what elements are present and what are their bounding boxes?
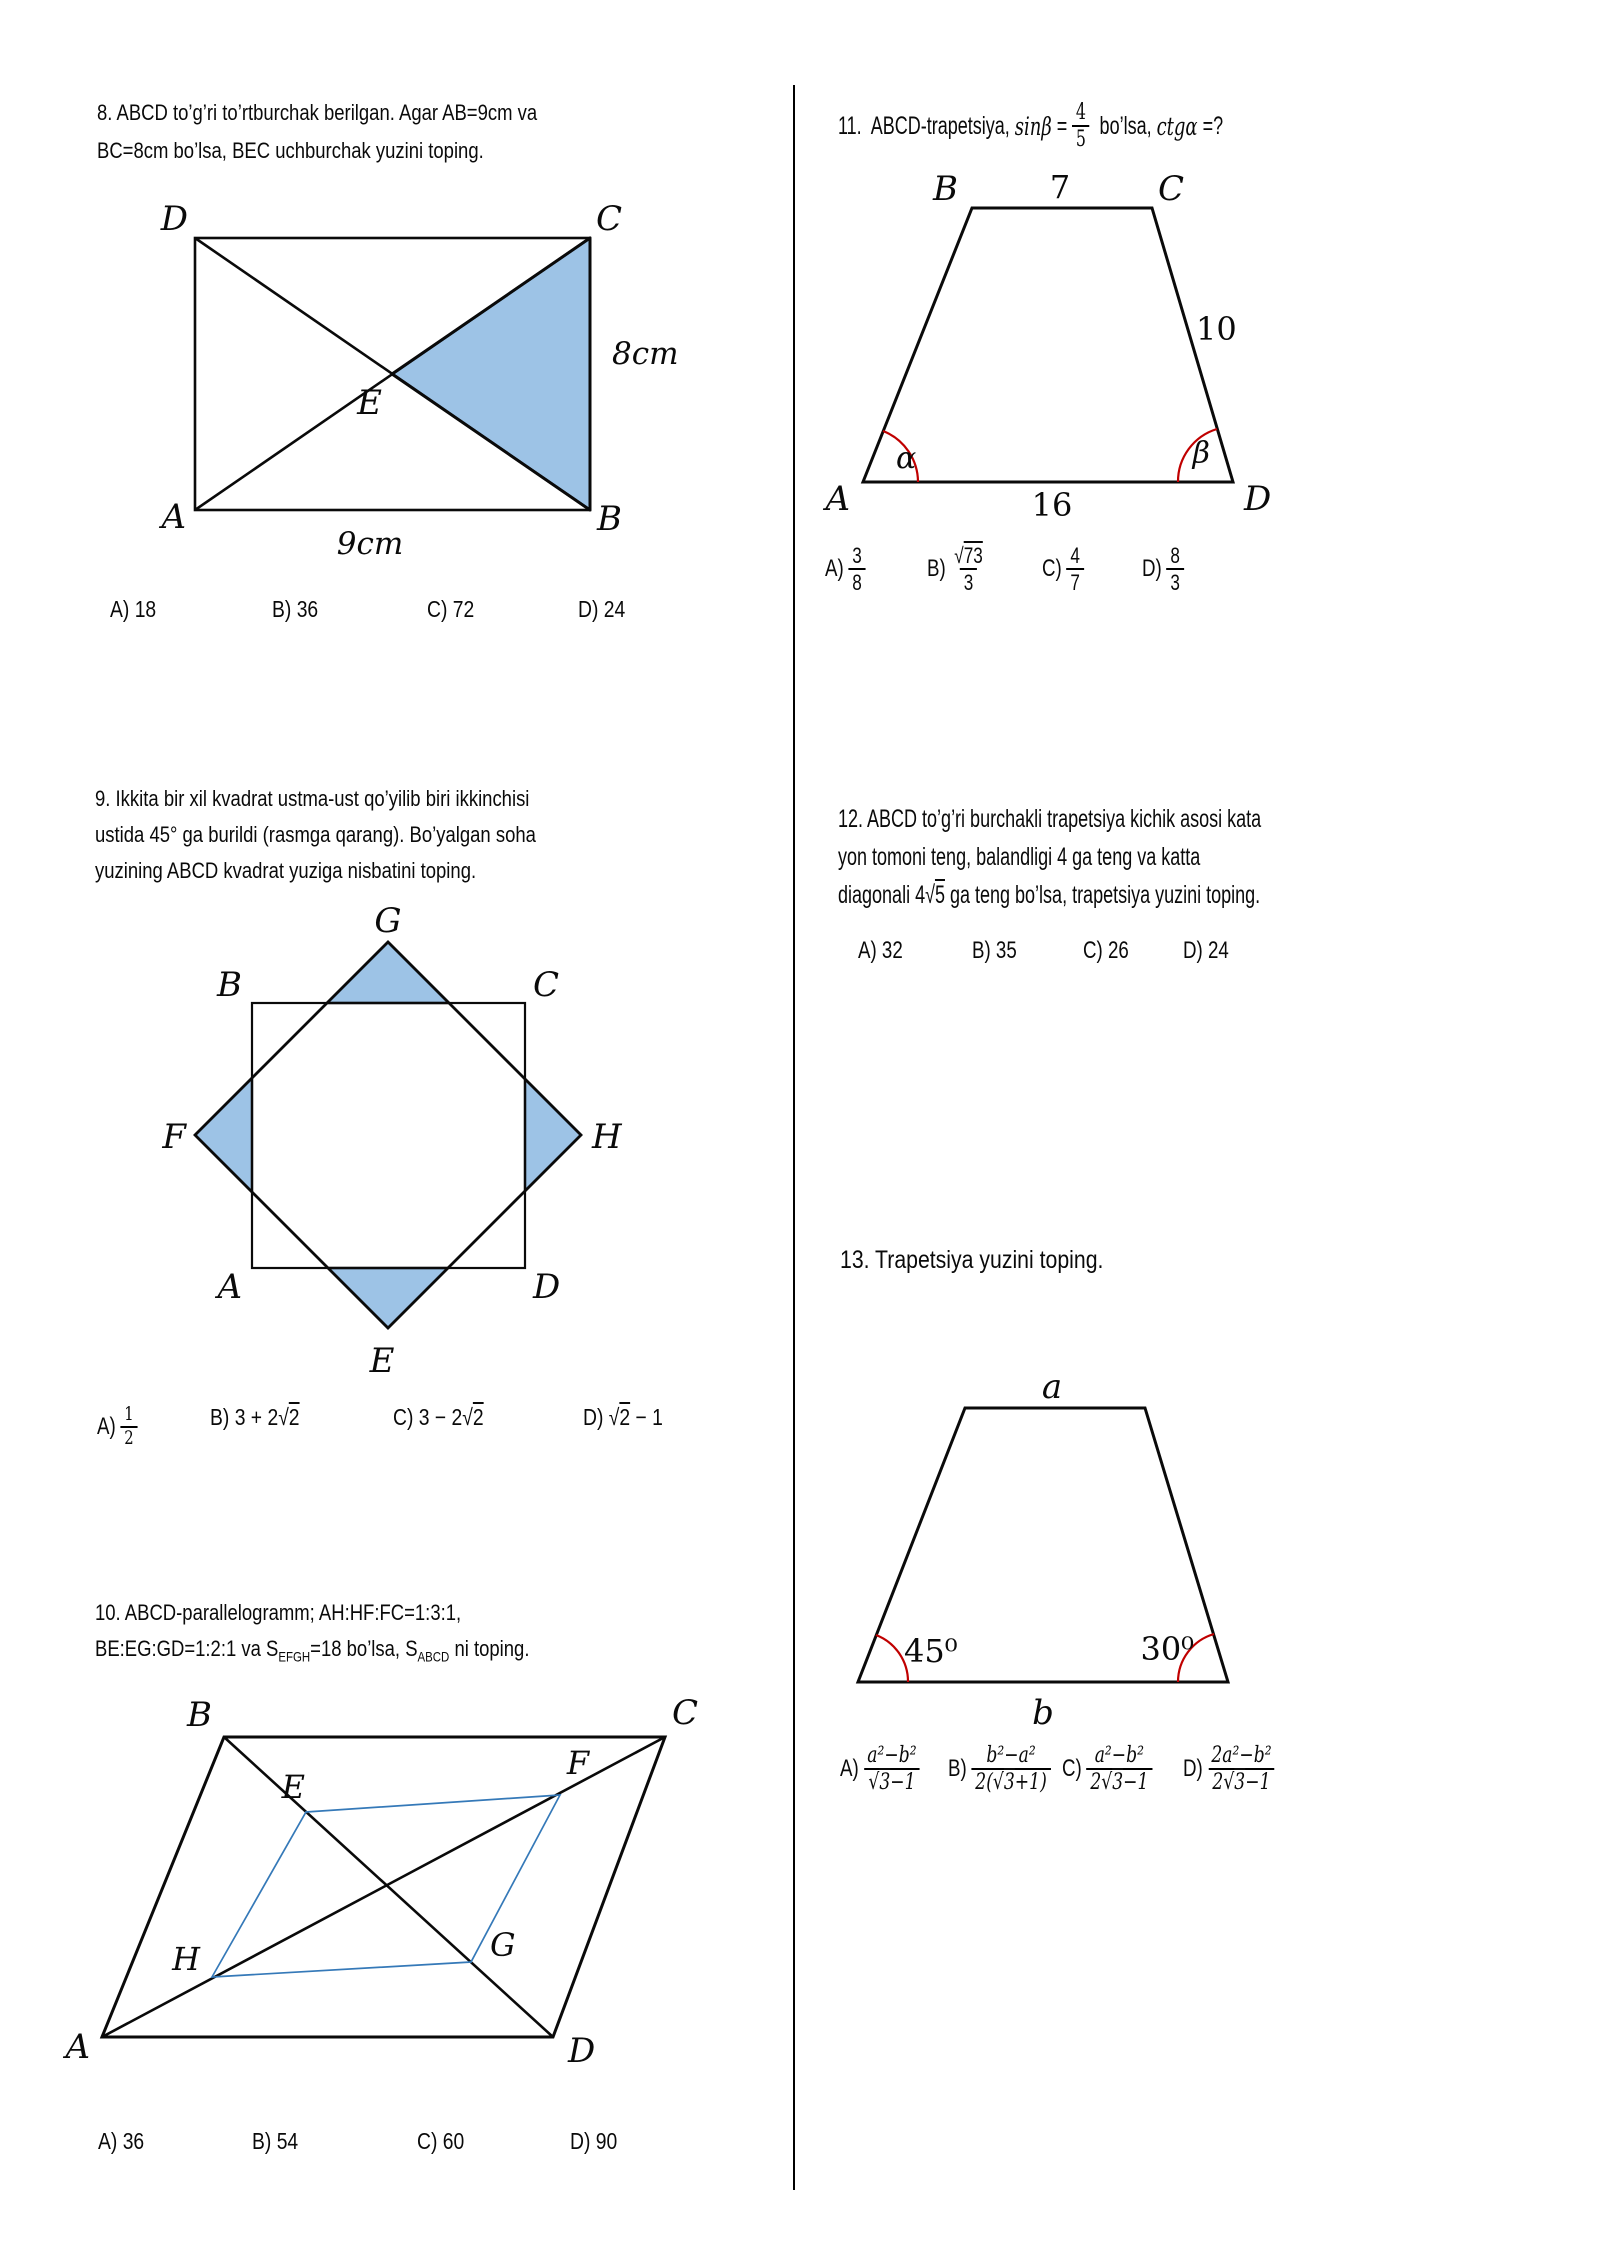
p9-label-D: D — [533, 1267, 561, 1307]
p9-square-ABCD — [252, 1003, 525, 1268]
p9-label-E: E — [369, 1341, 395, 1381]
p9-text-line3: yuzining ABCD kvadrat yuziga nisbatini toping. — [95, 858, 477, 883]
p10-answer-b: B) 54 — [252, 2128, 299, 2154]
p10-label-C: C — [672, 1693, 699, 1733]
p8-answer-d: D) 24 — [578, 596, 626, 622]
p8-dim-8cm: 8cm — [612, 336, 679, 372]
p13-answer-b: B) $\frac{\text{b²−a²}}{2(√3+1)}$ — [948, 1731, 1051, 1807]
p11-label-C: C — [1158, 169, 1185, 209]
p11-dim-right: 10 — [1196, 310, 1237, 348]
p12-text-line2: yon tomoni teng, balandligi 4 ga teng va katta — [838, 843, 1201, 871]
p9-shaded-bottom — [328, 1268, 448, 1328]
p11-label-B: B — [933, 169, 958, 209]
p8-label-A: A — [161, 497, 186, 537]
p13-answer-a: A) $\frac{\text{a²−b²}}{√3-1}$ — [840, 1731, 921, 1807]
p8-label-D: D — [160, 199, 188, 239]
p10-diagonal-AC — [102, 1737, 665, 2037]
p10-text-line2: BE:EG:GD=1:2:1 va $S_{EFGH}=18$ bo’lsa, $S_{ABCD}$ ni toping. — [95, 1636, 530, 1665]
p9-answer-a — [97, 1392, 138, 1462]
p10-label-E: E — [281, 1768, 305, 1806]
p13-answer-d: D) $\frac{\text{2a²−b²}}{2√3-1}$ — [1183, 1731, 1276, 1807]
p9-label-H: H — [592, 1117, 622, 1157]
p11-label-D: D — [1244, 479, 1272, 519]
p13-answer-c: C) $\frac{\text{a²−b²}}{2√3-1}$ — [1062, 1731, 1152, 1807]
p9-answer-a-label: A) — [97, 1413, 116, 1440]
p13-figure — [820, 1310, 1300, 1740]
p8-dim-9cm: 9cm — [336, 526, 404, 562]
p12-text-line1: 12. ABCD to’g’ri burchakli trapetsiya kichik asosi kata — [838, 805, 1262, 833]
p11-title-fraction: $\frac{4}{5}$ — [1072, 100, 1089, 153]
p9-label-A: A — [217, 1267, 242, 1307]
p9-text-line1: 9. Ikkita bir xil kvadrat ustma-ust qo’yilib biri ikkinchisi — [95, 786, 530, 811]
p11-dim-top: 7 — [1049, 168, 1071, 206]
p13-angle-30: 30⁰ — [1140, 1630, 1194, 1668]
p8-answer-c: C) 72 — [427, 596, 475, 622]
p13-label-a: a — [1041, 1367, 1063, 1407]
p8-answer-a: A) 18 — [110, 596, 157, 622]
p11-title-ctg-alpha: ctgα — [1156, 111, 1198, 141]
p10-answer-d: D) 90 — [570, 2128, 618, 2154]
p9-answer-b: B) 3 + 2√2 — [210, 1404, 300, 1430]
p10-figure — [30, 1695, 710, 2085]
p8-text-line1: 8. ABCD to’g’ri to’rtburchak berilgan. Agar AB=9cm va — [97, 100, 538, 125]
p9-figure — [100, 901, 660, 1385]
p9-shaded-left — [195, 1078, 252, 1192]
p9-answer-c: C) 3 − 2√2 — [393, 1404, 484, 1430]
p11-answer-d: D) $\frac{8}{3}$ — [1142, 532, 1184, 606]
p11-answer-c: C) $\frac{4}{7}$ — [1042, 532, 1084, 606]
p10-label-D: D — [568, 2031, 596, 2071]
p9-shaded-right — [525, 1079, 581, 1191]
p9-label-G: G — [374, 901, 402, 941]
p9-shaded-top — [327, 942, 449, 1003]
p10-label-H: H — [172, 1940, 200, 1978]
p9-text-line2: ustida 45° ga burildi (rasmga qarang). Bo’yalgan soha — [95, 822, 536, 847]
column-divider — [793, 85, 795, 2190]
p12-answer-a: A) 32 — [858, 937, 903, 964]
p10-label-G: G — [490, 1926, 516, 1964]
p10-answer-a: A) 36 — [98, 2128, 145, 2154]
p8-shaded-triangle-BEC — [392, 238, 590, 510]
p10-label-B: B — [187, 1695, 212, 1735]
p10-diagonal-BD — [224, 1737, 553, 2037]
p8-label-C: C — [596, 199, 623, 239]
p9-label-F: F — [162, 1117, 186, 1157]
p9-answer-a-fraction: $\frac{1}{2}$ — [120, 1404, 137, 1450]
p11-answer-a: A) $\frac{3}{8}$ — [825, 532, 866, 606]
p10-label-A: A — [65, 2027, 90, 2067]
p8-figure — [60, 175, 680, 575]
p11-trapezoid — [863, 208, 1233, 482]
p11-answer-b: B) $\frac{√73}{3}$ — [927, 542, 983, 595]
p13-label-b: b — [1032, 1693, 1054, 1733]
p13-title: 13. Trapetsiya yuzini toping. — [840, 1246, 1104, 1274]
p11-label-beta: β — [1192, 436, 1210, 471]
p12-answer-d: D) 24 — [1183, 937, 1229, 964]
p11-figure — [820, 165, 1300, 535]
p11-title-text1: 11. ABCD-trapetsiya, — [838, 111, 1015, 140]
p11-label-A: A — [825, 479, 850, 519]
p11-title: 11. ABCD-trapetsiya, sinβ = $\frac{4}{5}$ bo’lsa, ctgα =? — [838, 99, 1224, 152]
p9-answer-d: D) √2 − 1 — [583, 1404, 663, 1430]
p11-label-alpha: α — [896, 441, 917, 476]
p8-label-B: B — [597, 499, 622, 539]
p9-label-C: C — [533, 965, 560, 1005]
p10-label-F: F — [566, 1744, 590, 1782]
p8-text-line2: BC=8cm bo’lsa, BEC uchburchak yuzini toping. — [97, 138, 484, 163]
p12-text-line3: diagonali 4√5 ga teng bo’lsa, trapetsiya yuzini toping. — [838, 881, 1261, 909]
p10-answer-c: C) 60 — [417, 2128, 465, 2154]
p11-dim-bottom: 16 — [1031, 486, 1073, 524]
p10-text-line1: 10. ABCD-parallelogramm; AH:HF:FC=1:3:1, — [95, 1600, 462, 1625]
p8-label-E: E — [357, 383, 382, 423]
p12-answer-b: B) 35 — [972, 937, 1017, 964]
p12-answer-c: C) 26 — [1083, 937, 1129, 964]
p9-label-B: B — [217, 965, 242, 1005]
p13-angle-45: 45⁰ — [904, 1632, 958, 1670]
p8-answer-b: B) 36 — [272, 596, 319, 622]
p11-title-sin-beta: sinβ — [1014, 111, 1052, 141]
